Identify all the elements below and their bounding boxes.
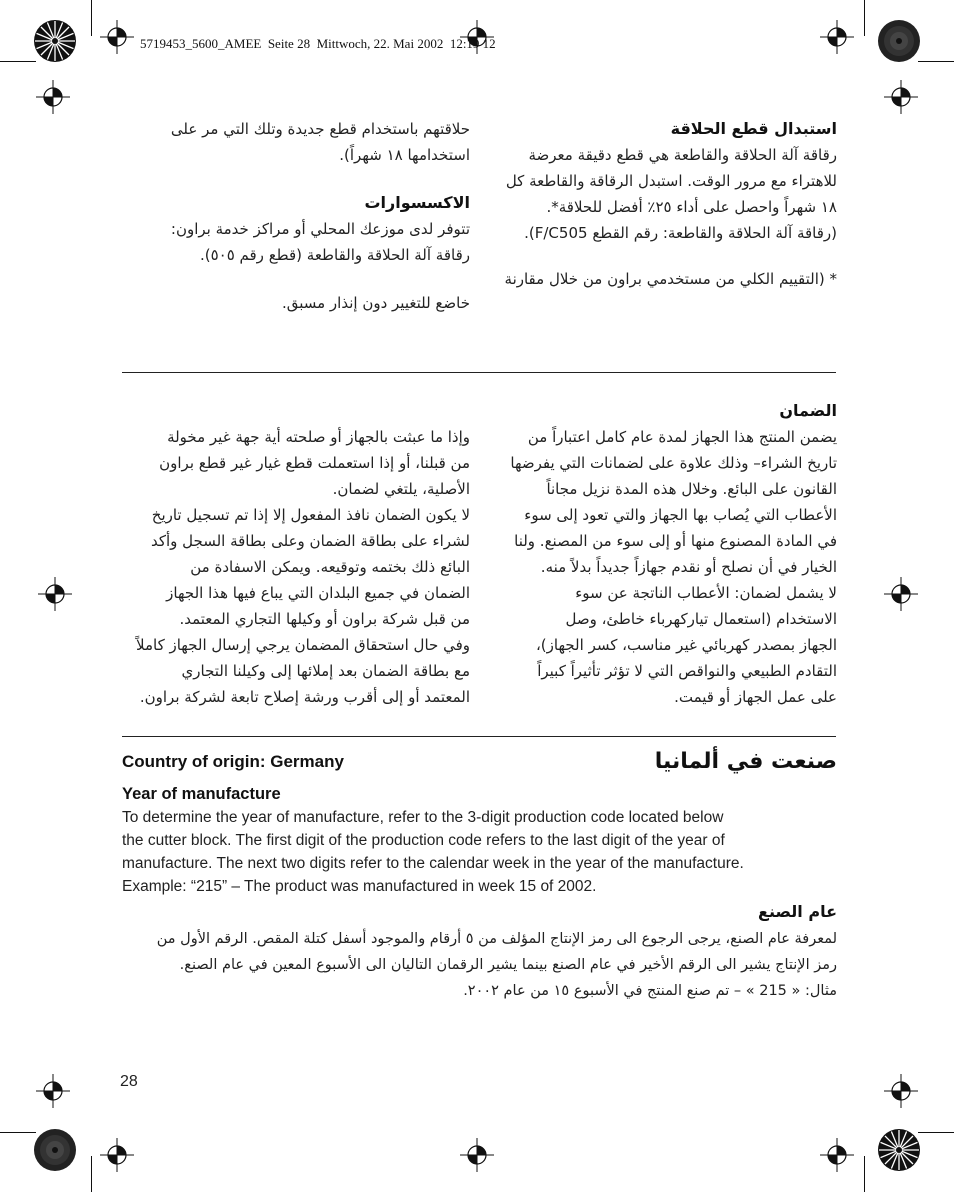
text-line: حلاقتهم باستخدام قطع جديدة وتلك التي مر على	[170, 120, 470, 138]
text-line: وإذا ما عبثت بالجهاز أو صلحته أية جهة غير مخولة	[167, 428, 470, 446]
crosshair-mark-top-right	[820, 20, 854, 54]
text-line: لمعرفة عام الصنع، يرجى الرجوع الى رمز الإنتاج المؤلف من ٥ أرقام والموجود أسفل كتلة المقص. الرقم الأول من	[156, 931, 837, 947]
heading-accessories: الاكسسوارات	[364, 193, 470, 212]
text-line: Example: “215” – The product was manufactured in week 15 of 2002.	[122, 878, 597, 895]
text-line: من قبل شركة براون أو وكيلها التجاري المعتمد.	[179, 610, 470, 628]
text-line: (رقاقة آلة الحلاقة والقاطعة: رقم القطع F/C505).	[524, 224, 837, 242]
crosshair-mark-right-upper	[884, 80, 918, 114]
text-line: لا يشمل لضمان: الأعطاب الناتجة عن سوء	[575, 584, 837, 602]
heading-manufacture-ar: عام الصنع	[758, 902, 837, 921]
print-slug: 5719453_5600_AMEE Seite 28 Mittwoch, 22. Mai 2002 12:19 12	[140, 36, 496, 51]
text-line: ١٨ شهراً واحصل على أداء ٢٥٪ أفضل للحلاقة*.	[546, 198, 837, 216]
text-line: To determine the year of manufacture, refer to the 3-digit production code located below	[122, 809, 724, 826]
crop-line-top-left	[91, 0, 92, 36]
text-line: في المادة المصنوع منها أو إلى سوء من المصنع. ولنا	[514, 532, 837, 550]
crosshair-mark-left-upper	[36, 80, 70, 114]
text-line: استخدامها ١٨ شهراً).	[339, 146, 470, 164]
text-line: وفي حال استحقاق المضمان يرجي إرسال الجهاز كاملاً	[136, 636, 470, 654]
text-line: لشراء على بطاقة الضمان وعلى بطاقة السجل وأكد	[150, 532, 470, 550]
text-line: مثال: « 215 » – تم صنع المنتج في الأسبوع ١٥ من عام ٢٠٠٢.	[463, 983, 837, 999]
text-line: من قبلنا، أو إذا استعملت قطع غيار غير قطع براون	[159, 454, 470, 472]
guarantee-body-left	[122, 424, 470, 710]
crosshair-mark-bottom-left	[100, 1138, 134, 1172]
page-number: 28	[120, 1073, 138, 1090]
text-line: للاهتراء مع مرور الوقت. استبدل الرقاقة والقاطعة كل	[505, 172, 837, 190]
section-manufacture-ar	[122, 898, 837, 1004]
text-line: القانون على البائع. وخلال هذه المدة نزيل مجاناً	[546, 480, 837, 498]
text-line: الخيار في أن نصلح أو نقدم جهازاً جديداً بدلاً منه.	[540, 558, 837, 576]
text-line: الأعطاب التي يُصاب بها الجهاز والتي تعود إلى سوء	[524, 506, 837, 524]
country-of-origin-en: Country of origin: Germany	[122, 752, 344, 771]
registration-mark-bottom-left-dial	[33, 1128, 77, 1172]
crop-line-top-right	[864, 0, 865, 36]
text-line: التقادم الطبيعي والنواقص التي لا تؤثر تأثيراً كبيراً	[537, 662, 837, 680]
crosshair-mark-left-lower	[36, 1074, 70, 1108]
divider	[122, 736, 836, 737]
guarantee-body-right	[497, 424, 837, 710]
continued-text	[122, 116, 470, 168]
crop-line-left-top	[0, 61, 36, 62]
text-line: تاريخ الشراء– وذلك علاوة على لضمانات التي يفرضها	[510, 454, 837, 472]
text-line: لا يكون الضمان نافذ المفعول إلا إذا تم تسجيل تاريخ	[151, 506, 470, 524]
country-of-origin-ar: صنعت في ألمانيا	[654, 749, 837, 774]
text-line: الاستخدام (استعمال تياركهرباء خاطئ، وصل	[565, 610, 837, 628]
text-line: رقاقة آلة الحلاقة والقاطعة هي قطع دقيقة معرضة	[528, 146, 837, 164]
section-accessories	[122, 116, 470, 316]
text-line: المعتمد أو إلى أقرب ورشة إصلاح تابعة لشركة براون.	[139, 688, 470, 706]
crop-line-left-bottom	[0, 1132, 36, 1133]
section-guarantee-left	[122, 424, 470, 710]
registration-mark-top-left-dial	[33, 19, 77, 63]
heading-replacement: استبدال قطع الحلاقة	[670, 119, 837, 138]
text-line: البائع ذلك بختمه وتوقيعه. ويمكن الاسفادة من	[190, 558, 470, 576]
crop-line-bottom-left	[91, 1156, 92, 1192]
text-line: يضمن المنتج هذا الجهاز لمدة عام كامل اعتباراً من	[527, 428, 837, 446]
crosshair-mark-right-middle	[884, 577, 918, 611]
section-replacement	[497, 116, 837, 292]
registration-mark-bottom-right-dial	[877, 1128, 921, 1172]
manufacture-body-ar	[122, 926, 837, 1004]
registration-mark-top-right-dial	[877, 19, 921, 63]
text-line: مع بطاقة الضمان بعد إملائها إلى وكيلنا التجاري	[181, 662, 470, 680]
section-guarantee-right	[497, 398, 837, 710]
text-line: الجهاز بمصدر كهربائي غير مناسب، كسر الجهاز)،	[535, 636, 837, 654]
text-line: تتوفر لدى موزعك المحلي أو مراكز خدمة براون:	[170, 220, 470, 238]
year-of-manufacture-title: Year of manufacture	[122, 785, 281, 803]
crop-line-right-bottom	[918, 1132, 954, 1133]
change-notice: خاضع للتغيير دون إنذار مسبق.	[281, 294, 470, 312]
text-line: manufacture. The next two digits refer to the calendar week in the year of the manufacture.	[122, 855, 744, 872]
crosshair-mark-bottom-right	[820, 1138, 854, 1172]
text-line: رمز الإنتاج يشير الى الرقم الأخير في عام الصنع بينما يشير الرقمان التاليان الى الأسبوع المعين في عام الصنع.	[179, 957, 837, 973]
year-of-manufacture-body	[122, 806, 836, 898]
crop-line-bottom-right	[864, 1156, 865, 1192]
text-line: رقاقة آلة الحلاقة والقاطعة (قطع رقم ٥٠٥).	[199, 246, 470, 264]
replacement-body	[497, 142, 837, 246]
crosshair-mark-right-lower	[884, 1074, 918, 1108]
text-line: الضمان في جميع البلدان التي يباع فيها هذا الجهاز	[166, 584, 470, 602]
crop-line-right-top	[918, 61, 954, 62]
heading-guarantee: الضمان	[779, 401, 837, 420]
crosshair-mark-left-middle	[38, 577, 72, 611]
footnote: * (التقييم الكلي من مستخدمي براون من خلال مقارنة	[504, 270, 837, 288]
crosshair-mark-top-left	[100, 20, 134, 54]
divider	[122, 372, 836, 373]
crosshair-mark-bottom-center	[460, 1138, 494, 1172]
text-line: the cutter block. The first digit of the production code refers to the last digit of the year of	[122, 832, 725, 849]
accessories-body	[122, 216, 470, 268]
text-line: الأصلية، يلتغي لضمان.	[332, 480, 470, 498]
text-line: على عمل الجهاز أو قيمت.	[674, 688, 837, 706]
